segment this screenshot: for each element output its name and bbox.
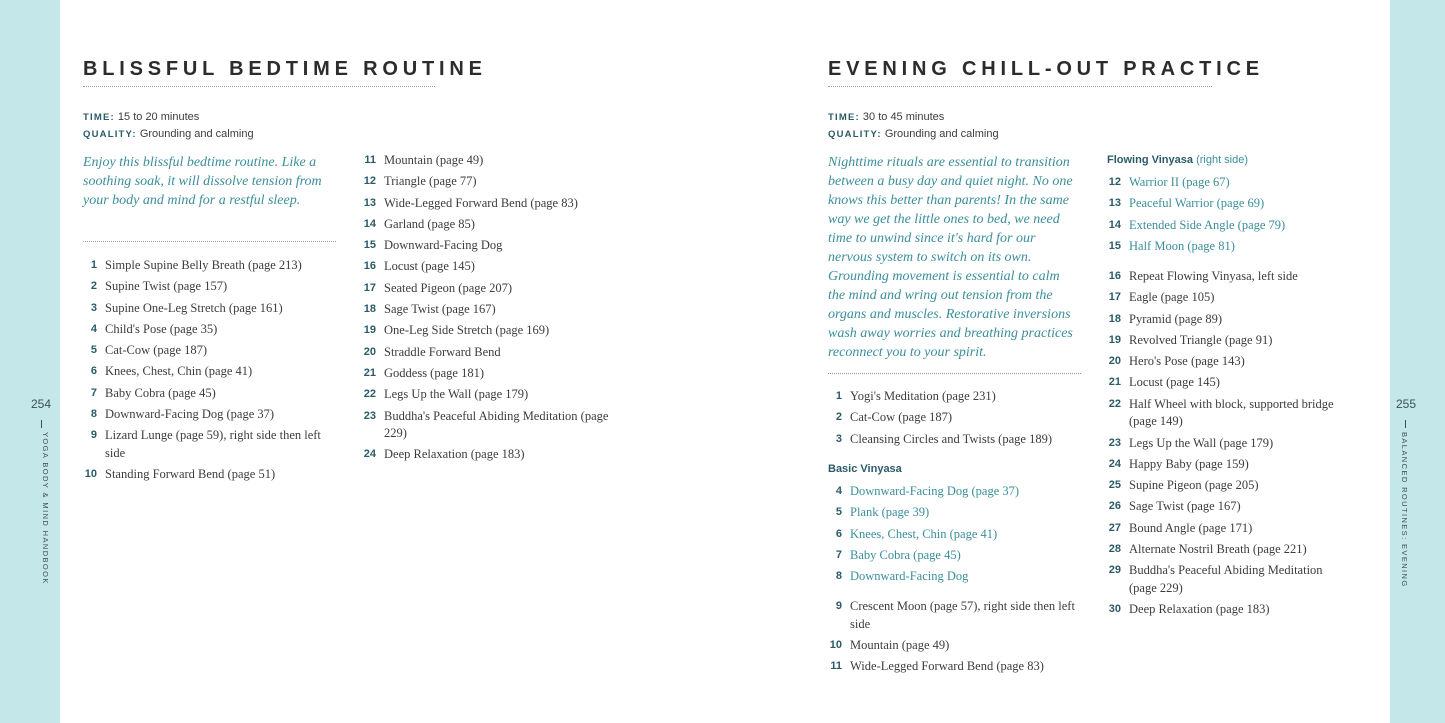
list-item: [83, 466, 333, 484]
list-item: [1101, 353, 1351, 371]
list-item: [816, 483, 1076, 501]
step-number: 22: [1108, 397, 1121, 410]
step-text: Alternate Nostril Breath (page 221): [1129, 542, 1307, 557]
step-text: Locust (page 145): [384, 259, 475, 274]
step-text: Revolved Triangle (page 91): [1129, 332, 1273, 347]
list-item: [816, 598, 1076, 633]
list-item: [816, 388, 1076, 406]
list-item: [1101, 332, 1351, 350]
list-item: [83, 427, 333, 462]
step-number: 3: [835, 432, 842, 445]
step-number: 9: [835, 600, 842, 612]
step-text: Half Moon (page 81): [1129, 238, 1235, 253]
list-item: [83, 300, 333, 318]
step-text: Simple Supine Belly Breath (page 213): [105, 258, 302, 272]
step-number: 14: [363, 217, 376, 230]
step-text: Mountain (page 49): [850, 637, 950, 652]
list-item: [83, 257, 333, 275]
meta-left: [83, 109, 254, 143]
step-text: Sage Twist (page 167): [1129, 499, 1241, 514]
list-item: [1101, 311, 1351, 329]
step-text: Child's Pose (page 35): [105, 321, 218, 336]
list-item: [1101, 498, 1351, 516]
quality-label: QUALITY:: [828, 129, 882, 140]
step-text: Deep Relaxation (page 183): [384, 447, 525, 462]
step-text: Baby Cobra (page 45): [105, 385, 216, 400]
step-number: 1: [835, 390, 842, 402]
meta-right: [828, 109, 999, 143]
running-head-right: BALANCED ROUTINES: EVENING: [1400, 432, 1409, 588]
step-number: 29: [1108, 564, 1121, 577]
step-number: 27: [1108, 521, 1121, 534]
step-list-left-1: [83, 257, 333, 487]
step-text: Cat-Cow (page 187): [105, 343, 208, 358]
step-number: 7: [90, 386, 97, 399]
list-item: [1101, 238, 1351, 256]
list-item: [1101, 456, 1351, 474]
step-number: 10: [84, 468, 97, 481]
step-text: Deep Relaxation (page 183): [1129, 602, 1270, 617]
step-text: Sage Twist (page 167): [384, 302, 496, 317]
step-number: 1: [90, 259, 97, 271]
step-number: 16: [363, 260, 376, 273]
list-item: [1101, 520, 1351, 538]
step-number: 18: [363, 303, 376, 316]
list-item: [816, 504, 1076, 522]
step-text: Legs Up the Wall (page 179): [384, 387, 529, 402]
step-text: Half Wheel with block, supported bridge (page 149): [1129, 396, 1334, 429]
time-value: 15 to 20 minutes: [117, 111, 200, 123]
running-head-tick-right: [1405, 420, 1406, 428]
intro-left: Enjoy this blissful bedtime routine. Like a soothing soak, it will dissolve tension from your body and mind for a restful sleep.: [83, 155, 322, 208]
list-item: [816, 526, 1076, 544]
step-number: 15: [363, 239, 376, 252]
right-margin-band: [1390, 0, 1445, 723]
step-number: 24: [1108, 457, 1121, 470]
list-item: [360, 280, 610, 298]
running-head-tick-left: [41, 420, 42, 428]
list-item: [1101, 435, 1351, 453]
step-text: Knees, Chest, Chin (page 41): [850, 526, 998, 541]
step-text: Supine Pigeon (page 205): [1129, 478, 1259, 493]
step-text: Standing Forward Bend (page 51): [105, 467, 276, 482]
list-item: [1101, 374, 1351, 392]
step-number: 21: [363, 366, 376, 379]
step-number: 25: [1108, 479, 1121, 492]
step-number: 24: [363, 448, 376, 461]
step-number: 14: [1108, 218, 1121, 231]
step-number: 26: [1108, 500, 1121, 513]
list-item: [1101, 477, 1351, 495]
step-number: 13: [1108, 197, 1121, 210]
list-item: [83, 278, 333, 296]
step-text: Mountain (page 49): [384, 153, 484, 167]
step-text: Wide-Legged Forward Bend (page 83): [850, 659, 1044, 674]
step-text: Downward-Facing Dog (page 37): [850, 484, 1020, 498]
step-number: 8: [90, 408, 97, 421]
step-number: 5: [90, 344, 97, 357]
list-item: [1101, 289, 1351, 307]
list-item: [816, 658, 1076, 676]
step-number: 17: [1108, 291, 1121, 304]
page-number-left: 254: [31, 397, 52, 411]
intro-right: Nighttime rituals are essential to transition between a busy day and quiet night. No one knows this better than parents! In the same way we get the little ones to bed, we need time to unwind since it's hard for our nervous system to switch on its own. Grounding movement is essential to calm the mind and wring out tension from the organs and muscles. Restorative inversions wash away worries and breathing practices reconnect you to your spirit.: [828, 155, 1073, 360]
list-item: [1101, 217, 1351, 235]
basic-vinyasa-heading: Basic Vinyasa: [828, 463, 902, 475]
step-number: 12: [1108, 176, 1121, 188]
step-number: 12: [363, 175, 376, 188]
step-text: Yogi's Meditation (page 231): [850, 389, 996, 403]
list-item: [83, 342, 333, 360]
step-number: 13: [363, 196, 376, 209]
list-item: [360, 152, 610, 170]
step-number: 11: [830, 660, 842, 673]
step-number: 4: [835, 485, 842, 497]
list-item: [360, 365, 610, 383]
step-number: 9: [90, 429, 97, 442]
step-text: Buddha's Peaceful Abiding Meditation (page 229): [1129, 563, 1323, 595]
list-item: [816, 568, 1076, 586]
step-number: 18: [1108, 312, 1121, 325]
title-rule-right: [828, 86, 1212, 87]
step-list-basic-vinyasa: [816, 483, 1076, 589]
step-text: Locust (page 145): [1129, 375, 1220, 390]
page-number-right: 255: [1396, 397, 1417, 411]
step-number: 4: [90, 322, 97, 335]
list-item: [1101, 541, 1351, 559]
step-number: 28: [1108, 543, 1121, 556]
list-item: [1101, 396, 1351, 431]
list-item: [1101, 195, 1351, 213]
step-list-right-c: [1101, 268, 1351, 622]
step-text: Supine One-Leg Stretch (page 161): [105, 300, 283, 315]
step-text: Seated Pigeon (page 207): [384, 280, 513, 295]
step-text: Goddess (page 181): [384, 365, 484, 380]
step-text: Baby Cobra (page 45): [850, 547, 961, 562]
step-number: 21: [1108, 376, 1121, 389]
list-item: [1101, 174, 1351, 192]
step-number: 7: [835, 548, 842, 561]
step-number: 8: [835, 570, 842, 583]
quality-value: Grounding and calming: [884, 128, 999, 140]
step-text: Downward-Facing Dog: [384, 238, 503, 253]
step-number: 19: [363, 324, 376, 337]
step-number: 15: [1108, 239, 1121, 252]
list-item: [360, 446, 610, 464]
step-text: Eagle (page 105): [1129, 290, 1215, 305]
step-text: Knees, Chest, Chin (page 41): [105, 364, 253, 379]
flowing-vinyasa-sub: (right side): [1196, 154, 1249, 166]
list-item: [816, 637, 1076, 655]
step-text: Downward-Facing Dog: [850, 569, 969, 584]
time-label: TIME:: [83, 112, 115, 123]
title-rule-left: [83, 86, 435, 87]
list-item: [83, 363, 333, 381]
list-item: [360, 237, 610, 255]
list-item: [1101, 562, 1351, 597]
step-text: Warrior II (page 67): [1129, 175, 1230, 189]
step-number: 19: [1108, 333, 1121, 346]
step-list-right-a: [816, 388, 1076, 452]
step-text: Repeat Flowing Vinyasa, left side: [1129, 269, 1298, 283]
step-text: Legs Up the Wall (page 179): [1129, 435, 1274, 450]
step-text: Peaceful Warrior (page 69): [1129, 196, 1265, 211]
step-number: 23: [363, 409, 376, 422]
step-text: Supine Twist (page 157): [105, 279, 228, 294]
step-text: Hero's Pose (page 143): [1129, 354, 1245, 369]
list-item: [360, 195, 610, 213]
step-list-flowing-vinyasa: [1101, 174, 1351, 259]
list-item: [816, 431, 1076, 449]
step-text: One-Leg Side Stretch (page 169): [384, 323, 550, 338]
step-number: 16: [1108, 270, 1121, 282]
step-number: 20: [363, 345, 376, 358]
list-item: [360, 344, 610, 362]
step-text: Bound Angle (page 171): [1129, 520, 1253, 535]
flowing-vinyasa-heading: [1107, 154, 1248, 166]
list-item: [360, 408, 610, 443]
list-item: [816, 409, 1076, 427]
step-text: Garland (page 85): [384, 216, 475, 231]
quality-value: Grounding and calming: [139, 128, 254, 140]
flowing-vinyasa-title: Flowing Vinyasa: [1107, 154, 1193, 166]
step-number: 17: [363, 281, 376, 294]
list-item: [83, 321, 333, 339]
step-text: Straddle Forward Bend: [384, 344, 501, 359]
list-item: [360, 216, 610, 234]
step-number: 22: [363, 388, 376, 401]
step-number: 23: [1108, 436, 1121, 449]
step-number: 6: [90, 365, 97, 378]
list-item: [816, 547, 1076, 565]
step-text: Plank (page 39): [850, 505, 930, 520]
step-text: Lizard Lunge (page 59), right side then left side: [105, 428, 321, 460]
step-text: Pyramid (page 89): [1129, 311, 1223, 326]
list-item: [360, 173, 610, 191]
divider-right: [828, 373, 1081, 374]
step-number: 20: [1108, 355, 1121, 368]
step-text: Cat-Cow (page 187): [850, 410, 953, 425]
step-text: Crescent Moon (page 57), right side then left side: [850, 599, 1075, 631]
list-item: [83, 406, 333, 424]
step-number: 2: [90, 280, 97, 293]
step-number: 11: [364, 154, 376, 166]
list-item: [360, 322, 610, 340]
list-item: [83, 385, 333, 403]
step-number: 6: [835, 527, 842, 540]
step-text: Downward-Facing Dog (page 37): [105, 407, 275, 422]
step-list-right-b: [816, 598, 1076, 679]
page-title-left: BLISSFUL BEDTIME ROUTINE: [83, 58, 487, 80]
left-margin-band: [0, 0, 60, 723]
list-item: [360, 301, 610, 319]
step-text: Cleansing Circles and Twists (page 189): [850, 431, 1052, 446]
time-label: TIME:: [828, 112, 860, 123]
step-text: Extended Side Angle (page 79): [1129, 217, 1286, 232]
step-number: 2: [835, 411, 842, 424]
list-item: [360, 386, 610, 404]
running-head-left: YOGA BODY & MIND HANDBOOK: [41, 432, 50, 585]
step-text: Triangle (page 77): [384, 174, 477, 189]
list-item: [1101, 268, 1351, 286]
page-title-right: EVENING CHILL-OUT PRACTICE: [828, 58, 1264, 80]
list-item: [360, 258, 610, 276]
step-number: 30: [1108, 603, 1121, 616]
time-value: 30 to 45 minutes: [862, 111, 945, 123]
step-number: 3: [90, 301, 97, 314]
step-number: 5: [835, 506, 842, 519]
step-text: Happy Baby (page 159): [1129, 456, 1249, 471]
step-text: Buddha's Peaceful Abiding Meditation (page 229): [384, 408, 609, 441]
step-text: Wide-Legged Forward Bend (page 83): [384, 195, 578, 210]
quality-label: QUALITY:: [83, 129, 137, 140]
list-item: [1101, 601, 1351, 619]
step-number: 10: [829, 638, 842, 651]
divider-left: [83, 241, 336, 242]
step-list-left-2: [360, 152, 610, 468]
